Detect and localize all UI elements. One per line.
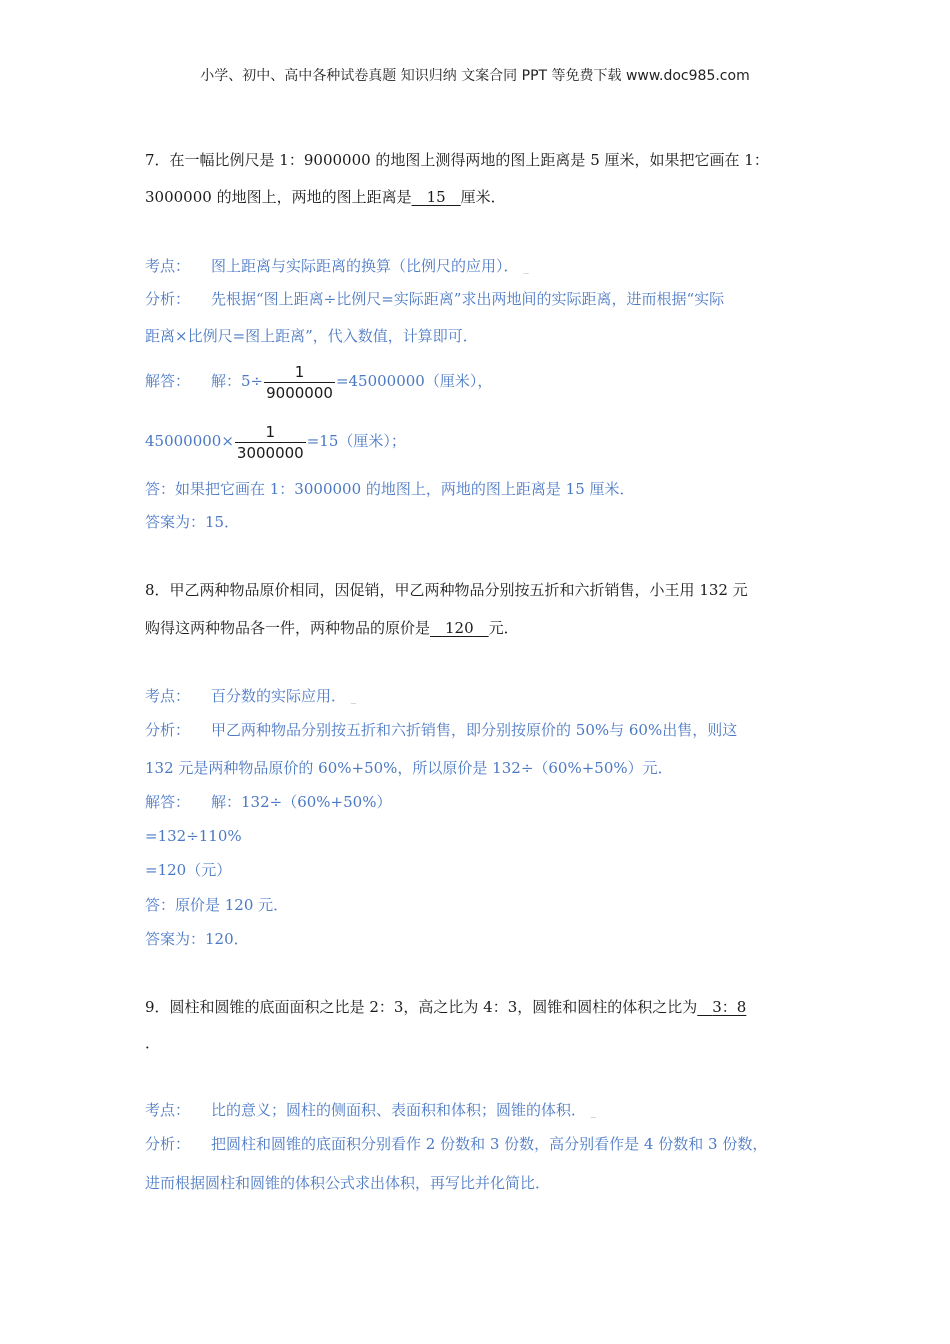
q9-answer-blank: 3：8 [712,998,747,1016]
jieda-label: 解答： [145,793,191,811]
page-header: 小学、初中、高中各种试卷真题 知识归纳 文案合同 PPT 等免费下载 www.doc985.com [200,68,750,84]
q8-text: 购得这两种物品各一件，两种物品的原价是 [145,619,431,637]
q7-final-answer: 答案为：15． [145,513,240,531]
q7-fenxi-1: 分析： 先根据“图上距离÷比例尺=实际距离”求出两地间的实际距离，进而根据“实际 [145,290,725,308]
q7-solution-line-2: 45000000× $\frac{1}{3000000}$ =15（厘米）； [145,422,406,462]
q7-answer-sentence: 答：如果把它画在 1：3000000 的地图上，两地的图上距离是 15 厘米． [145,480,635,498]
q9-line-2: ． [145,1034,161,1052]
q8-line-2 [145,618,519,638]
q7-text: 3000000 的地图上，两地的图上距离是 [145,188,412,206]
q8-answer-sentence: 答：原价是 120 元． [145,896,289,914]
q8-solution-line-1: 解答： 解：132÷（60%+50%） [145,793,392,811]
q8-unit: 元． [488,619,519,637]
q8-solution-line-3: =120（元） [145,861,232,879]
q7-solution-line-1: 解答： 解：5÷ $\frac{1}{9000000}$ =45000000（厘米）， [145,362,493,402]
q8-answer-blank: 120 [445,619,474,637]
q9-line-1 [145,997,746,1017]
q9-kaodian: 考点： 比的意义；圆柱的侧面积、表面积和体积；圆锥的体积． _ [145,1101,597,1119]
kaodian-label: 考点： [145,687,191,705]
q8-fenxi-2: 132 元是两种物品原价的 60%+50%，所以原价是 132÷（60%+50%）元． [145,759,673,777]
q7-fenxi-2: 距离×比例尺=图上距离”，代入数值，计算即可． [145,327,478,345]
q8-kaodian: 考点： 百分数的实际应用． _ [145,687,357,705]
fenxi-label: 分析： [145,1135,191,1153]
fenxi-label: 分析： [145,290,191,308]
q9-fenxi-1: 分析： 把圆柱和圆锥的底面积分别看作 2 份数和 3 份数，高分别看作是 4 份数和 3 份数， [145,1135,768,1153]
fraction-1-over-9000000: $\frac{1}{9000000}$ [266,362,333,402]
q8-fenxi-1: 分析： 甲乙两种物品分别按五折和六折销售，即分别按原价的 50%与 60%出售，则这 [145,721,738,739]
q9-fenxi-2: 进而根据圆柱和圆锥的体积公式求出体积，再写比并化简比． [145,1174,551,1192]
q7-unit: 厘米． [460,188,506,206]
q7-line-1: 7．在一幅比例尺是 1：9000000 的地图上测得两地的图上距离是 5 厘米，如果把它画在 1： [145,151,769,169]
jieda-label: 解答： [145,372,191,390]
q8-final-answer: 答案为：120． [145,930,249,948]
kaodian-label: 考点： [145,1101,191,1119]
fraction-1-over-3000000: $\frac{1}{3000000}$ [236,422,304,462]
q8-solution-line-2: =132÷110% [145,827,242,845]
kaodian-label: 考点： [145,257,191,275]
q7-answer-blank: 15 [426,188,446,206]
q9-text: 9．圆柱和圆锥的底面面积之比是 2：3，高之比为 4：3，圆锥和圆柱的体积之比为 [145,998,698,1016]
fenxi-label: 分析： [145,721,191,739]
q7-line-2 [145,187,506,207]
q7-kaodian: 考点： 图上距离与实际距离的换算（比例尺的应用）． _ [145,257,529,275]
q8-line-1: 8．甲乙两种物品原价相同，因促销，甲乙两种物品分别按五折和六折销售，小王用 132 元 [145,581,748,599]
